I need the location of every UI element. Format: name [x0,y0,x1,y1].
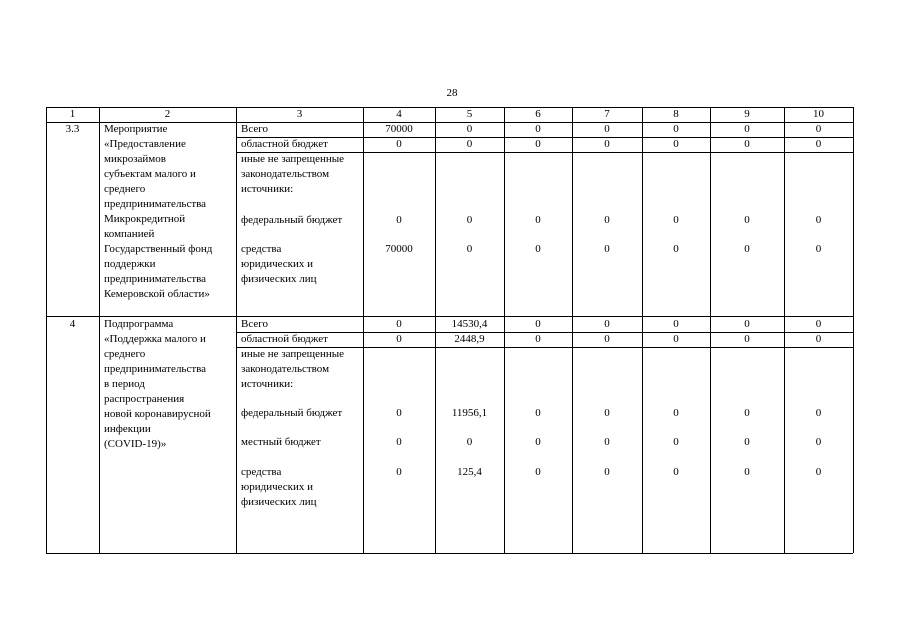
funding-source: иные не запрещенные законодательством источники: [241,348,345,390]
funding-value: 0 [673,407,679,419]
funding-value: 0 [815,243,822,255]
funding-value: 0 [396,138,402,150]
table-column-line [236,107,237,553]
funding-value: 0 [396,333,402,345]
funding-value: 0 [744,407,750,419]
funding-value: 0 [396,407,402,419]
funding-value: 0 [535,123,541,135]
funding-value: 0 [673,466,679,478]
funding-source: средства юридических и физических лиц [241,466,317,508]
table-column-line [853,107,854,553]
funding-value: 0 [744,318,750,330]
row-name: Подпрограмма «Поддержка малого и среднего предпринимательства в период распространения новой коронавирусной инфекции (COVID-19)» [104,318,211,450]
funding-source: областной бюджет [241,333,328,345]
funding-value: 0 [604,466,610,478]
funding-value: 0 [815,214,822,226]
funding-value: 0 [466,243,473,255]
funding-value: 0 [466,123,473,135]
row-number: 4 [69,318,76,330]
funding-source: иные не запрещенные законодательством источники: [241,153,345,195]
column-header-6: 6 [535,108,541,120]
funding-value: 0 [673,138,679,150]
funding-source: местный бюджет [241,436,321,448]
funding-value: 0 [466,138,473,150]
table-row-line [46,553,853,554]
funding-value: 0 [604,214,610,226]
funding-value: 2448,9 [454,333,485,345]
funding-value: 0 [673,243,679,255]
table-column-line [99,107,100,553]
funding-value: 0 [744,466,750,478]
funding-value: 125,4 [457,466,482,478]
funding-value: 0 [744,123,750,135]
funding-value: 0 [535,138,541,150]
funding-value: 0 [815,138,822,150]
funding-value: 0 [815,436,822,448]
page-number: 28 [446,87,458,99]
funding-value: 0 [815,123,822,135]
funding-value: 0 [673,318,679,330]
funding-value: 0 [673,333,679,345]
column-header-3: 3 [296,108,303,120]
funding-value: 0 [396,466,402,478]
column-header-2: 2 [164,108,171,120]
budget-table [46,107,853,553]
funding-source: Всего [241,318,268,330]
funding-source: Всего [241,123,268,135]
funding-source: средства юридических и физических лиц [241,243,317,285]
funding-value: 0 [673,436,679,448]
funding-source: областной бюджет [241,138,328,150]
funding-value: 11956,1 [451,407,488,419]
funding-value: 0 [535,436,541,448]
funding-value: 0 [466,436,473,448]
funding-value: 0 [535,407,541,419]
funding-value: 0 [396,436,402,448]
funding-value: 0 [815,333,822,345]
funding-value: 14530,4 [451,318,488,330]
funding-value: 0 [744,333,750,345]
funding-value: 70000 [385,243,413,255]
column-header-10: 10 [813,108,824,120]
funding-source: федеральный бюджет [241,214,343,226]
column-header-5: 5 [466,108,473,120]
funding-value: 0 [744,243,750,255]
funding-value: 0 [396,214,402,226]
funding-value: 0 [396,318,402,330]
column-header-7: 7 [604,108,610,120]
funding-value: 0 [744,138,750,150]
funding-value: 0 [535,318,541,330]
funding-value: 0 [815,318,822,330]
funding-value: 0 [604,138,610,150]
funding-value: 0 [815,466,822,478]
funding-value: 0 [604,333,610,345]
funding-value: 0 [604,243,610,255]
funding-value: 0 [535,333,541,345]
row-number: 3.3 [65,123,80,135]
funding-value: 0 [744,214,750,226]
funding-value: 70000 [385,123,413,135]
funding-value: 0 [466,214,473,226]
column-header-8: 8 [673,108,679,120]
column-header-1: 1 [69,108,76,120]
funding-value: 0 [535,466,541,478]
funding-value: 0 [535,214,541,226]
funding-value: 0 [604,318,610,330]
funding-value: 0 [744,436,750,448]
funding-value: 0 [604,123,610,135]
funding-value: 0 [604,407,610,419]
row-name: Мероприятие «Предоставление микрозаймов субъектам малого и среднего предпринимательства Микрокредитной компанией Государственный фонд поддержки предпринимательства Кемеровской области» [104,123,213,300]
funding-source: федеральный бюджет [241,407,343,419]
column-header-4: 4 [396,108,402,120]
funding-value: 0 [535,243,541,255]
funding-value: 0 [815,407,822,419]
funding-value: 0 [673,214,679,226]
column-header-9: 9 [744,108,750,120]
funding-value: 0 [673,123,679,135]
funding-value: 0 [604,436,610,448]
